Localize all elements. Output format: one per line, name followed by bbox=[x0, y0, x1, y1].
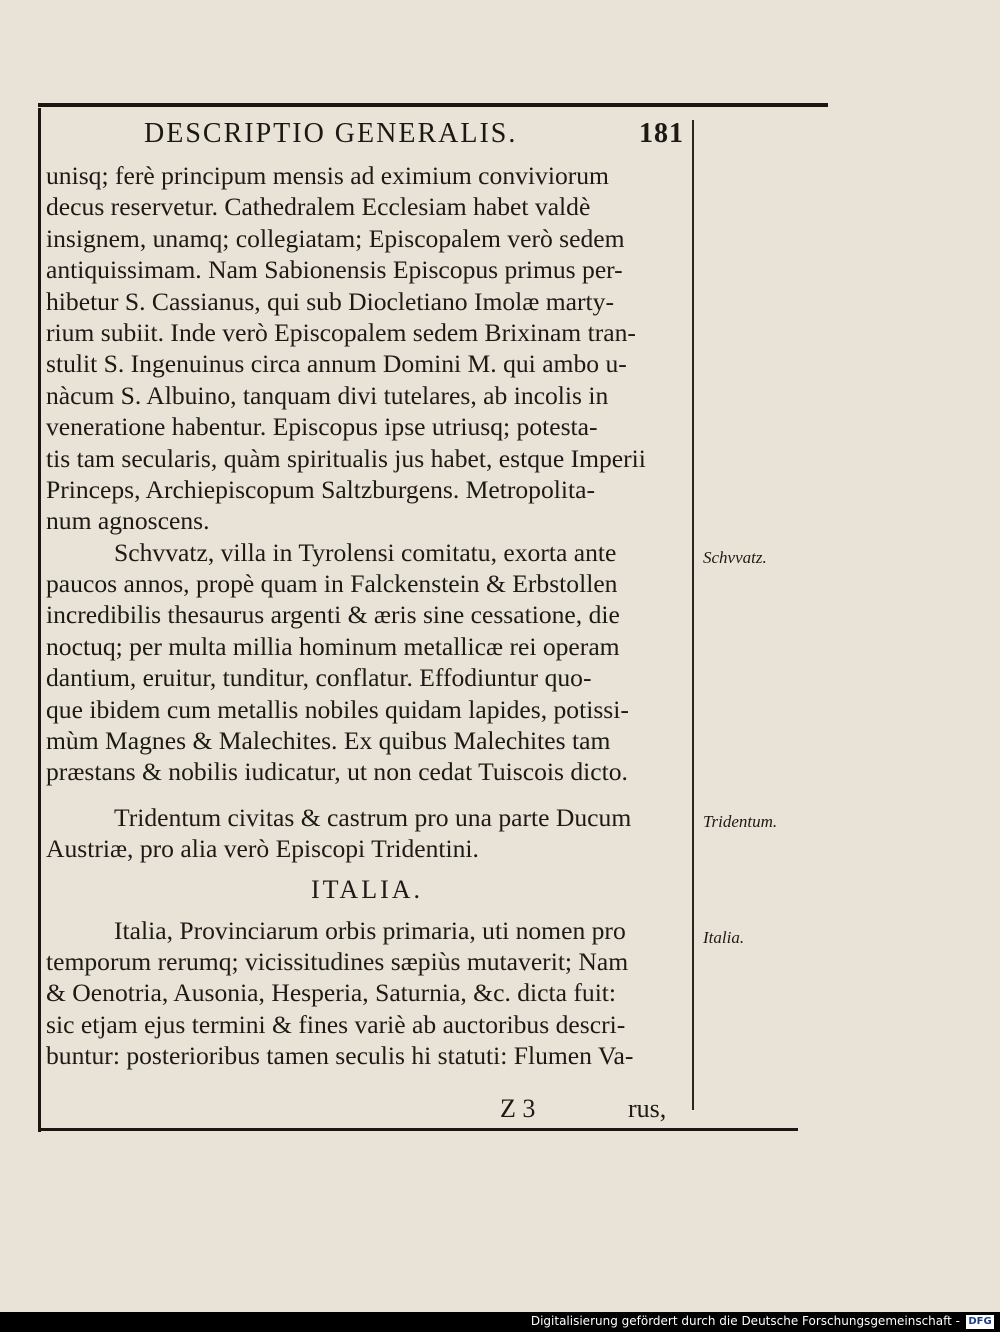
text-line: & Oenotria, Ausonia, Hesperia, Saturnia, &c. dicta fuit: bbox=[46, 978, 617, 1008]
text-line: Princeps, Archiepiscopum Saltzburgens. Metropolita- bbox=[46, 474, 595, 504]
text-line: Austriæ, pro alia verò Episcopi Tridentini. bbox=[46, 834, 479, 864]
frame-rule-bottom bbox=[38, 1128, 798, 1131]
text-line: noctuq; per multa millia hominum metallicæ rei operam bbox=[46, 631, 620, 661]
page-number: 181 bbox=[639, 118, 684, 149]
text-line: incredibilis thesaurus argenti & æris sine cessatione, die bbox=[46, 600, 620, 630]
frame-rule-top bbox=[38, 103, 828, 107]
margin-note-tridentum: Tridentum. bbox=[703, 812, 778, 831]
text-line: num agnoscens. bbox=[46, 506, 210, 536]
frame-rule-left bbox=[38, 108, 41, 1132]
text-line: tis tam secularis, quàm spiritualis jus habet, estque Imperii bbox=[46, 443, 646, 473]
text-line: que ibidem cum metallis nobiles quidam lapides, potissi- bbox=[46, 694, 629, 724]
text-line: mùm Magnes & Malechites. Ex quibus Malechites tam bbox=[46, 726, 611, 756]
running-header bbox=[144, 116, 684, 156]
section-heading-italia: ITALIA. bbox=[310, 874, 424, 904]
paragraph-italia-first-line: Italia, Provinciarum orbis primaria, uti nomen pro bbox=[114, 915, 626, 945]
frame-rule-margin bbox=[692, 120, 694, 1110]
dfg-logo-icon: DFG bbox=[966, 1315, 994, 1329]
text-line: paucos annos, propè quam in Falckenstein & Erbstollen bbox=[46, 569, 618, 599]
running-title: DESCRIPTIO GENERALIS. bbox=[144, 118, 518, 149]
margin-note-schwatz: Schvvatz. bbox=[703, 548, 767, 567]
text-line: temporum rerumq; vicissitudines sæpiùs mutaverit; Nam bbox=[46, 946, 629, 976]
text-line: rium subiit. Inde verò Episcopalem sedem Brixinam tran- bbox=[46, 317, 636, 347]
paragraph-tridentum-first-line: Tridentum civitas & castrum pro una parte Ducum bbox=[114, 802, 632, 832]
text-line: hibetur S. Cassianus, qui sub Diocletiano Imolæ marty- bbox=[46, 286, 614, 316]
paragraph-schwatz-first-line: Schvvatz, villa in Tyrolensi comitatu, exorta ante bbox=[114, 537, 617, 567]
text-line: nàcum S. Albuino, tanquam divi tutelares, ab incolis in bbox=[46, 380, 609, 410]
text-line: insignem, unamq; collegiatam; Episcopalem verò sedem bbox=[46, 223, 625, 253]
text-line: sic etjam ejus termini & fines variè ab auctoribus descri- bbox=[46, 1009, 626, 1039]
text-line: veneratione habentur. Episcopus ipse utriusq; potesta- bbox=[46, 412, 598, 442]
signature-mark: Z 3 bbox=[500, 1094, 536, 1123]
text-line: buntur: posterioribus tamen seculis hi statuti: Flumen Va- bbox=[46, 1041, 634, 1071]
text-line: dantium, eruitur, tunditur, conflatur. Effodiuntur quo- bbox=[46, 663, 592, 693]
main-text bbox=[46, 160, 688, 1072]
dfg-banner-text: Digitalisierung gefördert durch die Deutsche Forschungsgemeinschaft - bbox=[530, 1314, 960, 1328]
margin-note-italia: Italia. bbox=[703, 928, 745, 947]
dfg-banner bbox=[0, 1312, 1000, 1332]
text-line: antiquissimam. Nam Sabionensis Episcopus primus per- bbox=[46, 255, 623, 285]
catchword: rus, bbox=[628, 1094, 667, 1123]
text-line: unisq; ferè principum mensis ad eximium conviviorum bbox=[46, 161, 609, 190]
text-line: decus reservetur. Cathedralem Ecclesiam habet valdè bbox=[46, 192, 591, 222]
text-line: præstans & nobilis iudicatur, ut non cedat Tuiscois dicto. bbox=[46, 757, 628, 787]
text-line: stulit S. Ingenuinus circa annum Domini M. qui ambo u- bbox=[46, 349, 627, 379]
